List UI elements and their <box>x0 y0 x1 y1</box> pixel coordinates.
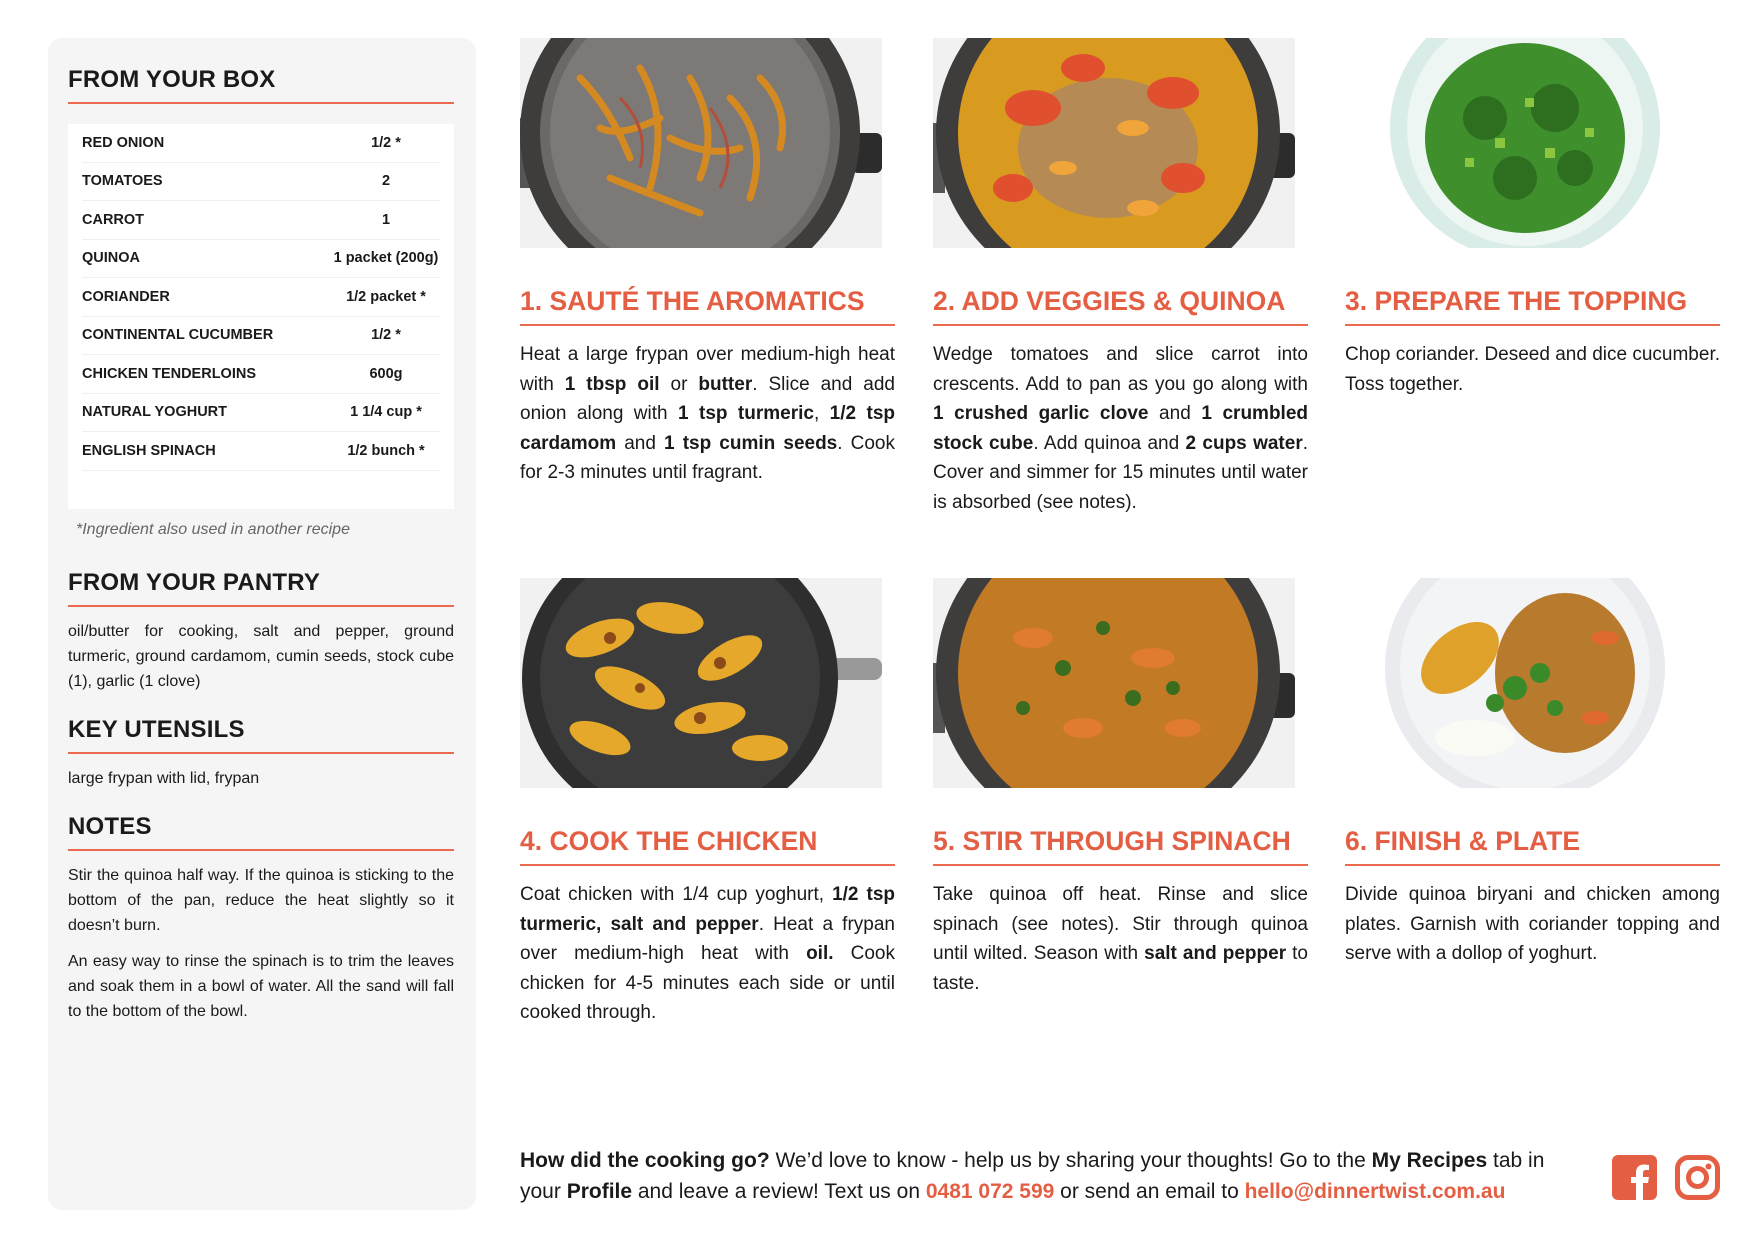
notes-heading: NOTES <box>68 813 454 851</box>
facebook-icon[interactable] <box>1612 1155 1657 1204</box>
ingredient-name: CARROT <box>82 211 145 228</box>
step-4-photo <box>520 578 882 788</box>
social-links <box>1612 1155 1720 1204</box>
step-6-photo <box>1345 578 1707 788</box>
ingredient-row <box>82 124 440 163</box>
step-1 <box>520 38 895 488</box>
ingredient-row <box>82 240 440 279</box>
ingredient-name: RED ONION <box>82 134 165 151</box>
step-2 <box>933 38 1308 517</box>
ingredient-qty: 600g <box>369 365 403 382</box>
step-4-title: 4. COOK THE CHICKEN <box>520 826 895 866</box>
pantry-heading: FROM YOUR PANTRY <box>68 569 454 607</box>
ingredient-row <box>82 317 440 356</box>
step-4 <box>520 578 895 1028</box>
step-2-instructions: Wedge tomatoes and slice carrot into crescents. Add to pan as you go along with 1 crushed garlic clove and 1 crumbled stock cube. Add quinoa and 2 cups water. Cover and simmer for 15 minutes until water is absorbed (see notes). <box>933 344 1309 513</box>
step-3-title: 3. PREPARE THE TOPPING <box>1345 286 1720 326</box>
ingredient-row <box>82 355 440 394</box>
step-5-instructions: Take quinoa off heat. Rinse and slice spinach (see notes). Stir through quinoa until wilted. Season with salt and pepper to taste. <box>933 884 1309 994</box>
step-2-photo <box>933 38 1295 248</box>
ingredient-qty: 1/2 packet * <box>346 288 426 305</box>
ingredient-row <box>82 163 440 202</box>
step-1-title: 1. SAUTÉ THE AROMATICS <box>520 286 895 326</box>
step-3-photo <box>1345 38 1707 248</box>
ingredient-name: NATURAL YOGHURT <box>82 404 227 421</box>
step-5-photo <box>933 578 1295 788</box>
ingredient-name: ENGLISH SPINACH <box>82 442 216 459</box>
ingredient-qty: 1/2 bunch * <box>347 442 425 459</box>
notes-text: Stir the quinoa half way. If the quinoa is sticking to the bottom of the pan, reduce the heat slightly so it doesn’t burn. <box>68 867 454 934</box>
step-4-instructions: Coat chicken with 1/4 cup yoghurt, 1/2 tsp turmeric, salt and pepper. Heat a frypan over medium-high heat with oil. Cook chicken for 4-5 minutes each side or until cooked through. <box>520 884 895 1023</box>
ingredient-name: CONTINENTAL CUCUMBER <box>82 327 274 344</box>
step-5-title: 5. STIR THROUGH SPINACH <box>933 826 1308 866</box>
step-3-instructions: Chop coriander. Deseed and dice cucumber. Toss together. <box>1345 344 1720 395</box>
phone-link[interactable]: 0481 072 599 <box>925 1180 1055 1203</box>
ingredient-name: CORIANDER <box>82 288 170 305</box>
ingredient-qty: 1 packet (200g) <box>333 250 439 267</box>
ingredient-name: CHICKEN TENDERLOINS <box>82 365 257 382</box>
ingredient-row <box>82 394 440 433</box>
instagram-icon[interactable] <box>1675 1155 1720 1204</box>
ingredient-name: TOMATOES <box>82 173 163 190</box>
ingredient-note: *Ingredient also used in another recipe <box>76 521 350 538</box>
step-1-instructions: Heat a large frypan over medium-high heat with 1 tbsp oil or butter. Slice and add onion along with 1 tsp turmeric, 1/2 tsp cardamom and 1 tsp cumin seeds. Cook for 2-3 minutes until fragrant. <box>520 344 896 483</box>
step-6-title: 6. FINISH & PLATE <box>1345 826 1720 866</box>
ingredient-qty: 1 1/4 cup * <box>350 404 422 421</box>
utensils-text: large frypan with lid, frypan <box>68 770 260 787</box>
box-heading: FROM YOUR BOX <box>68 66 454 104</box>
ingredient-name: QUINOA <box>82 250 140 267</box>
step-6-instructions: Divide quinoa biryani and chicken among plates. Garnish with coriander topping and serve with a dollop of yoghurt. <box>1345 884 1720 964</box>
ingredients-panel <box>48 38 476 1210</box>
notes-text: An easy way to rinse the spinach is to trim the leaves and soak them in a bowl of water. All the sand will fall to the bottom of the bowl. <box>68 953 454 1020</box>
step-2-title: 2. ADD VEGGIES & QUINOA <box>933 286 1308 326</box>
ingredient-qty: 1/2 * <box>371 327 401 344</box>
ingredient-qty: 1/2 * <box>371 134 401 151</box>
pantry-text: oil/butter for cooking, salt and pepper, ground turmeric, ground cardamom, cumin seeds, stock cube (1), garlic (1 clove) <box>68 623 454 690</box>
step-3 <box>1345 38 1720 399</box>
step-6 <box>1345 578 1720 969</box>
utensils-heading: KEY UTENSILS <box>68 716 454 754</box>
ingredient-qty: 1 <box>381 211 391 228</box>
step-5 <box>933 578 1308 998</box>
email-link[interactable]: hello@dinnertwist.com.au <box>1244 1180 1506 1203</box>
ingredient-qty: 2 <box>381 173 391 190</box>
ingredient-row <box>82 201 440 240</box>
ingredient-row <box>82 432 440 471</box>
feedback-text: How did the cooking go? We’d love to know - help us by sharing your thoughts! Go to the My Recipes tab in your Profile and leave a review! Text us on 0481 072 599 or send an email to hello@dinnertwist.com.au <box>520 1149 1545 1203</box>
step-1-photo <box>520 38 882 248</box>
ingredient-row <box>82 278 440 317</box>
ingredients-table <box>68 124 454 509</box>
